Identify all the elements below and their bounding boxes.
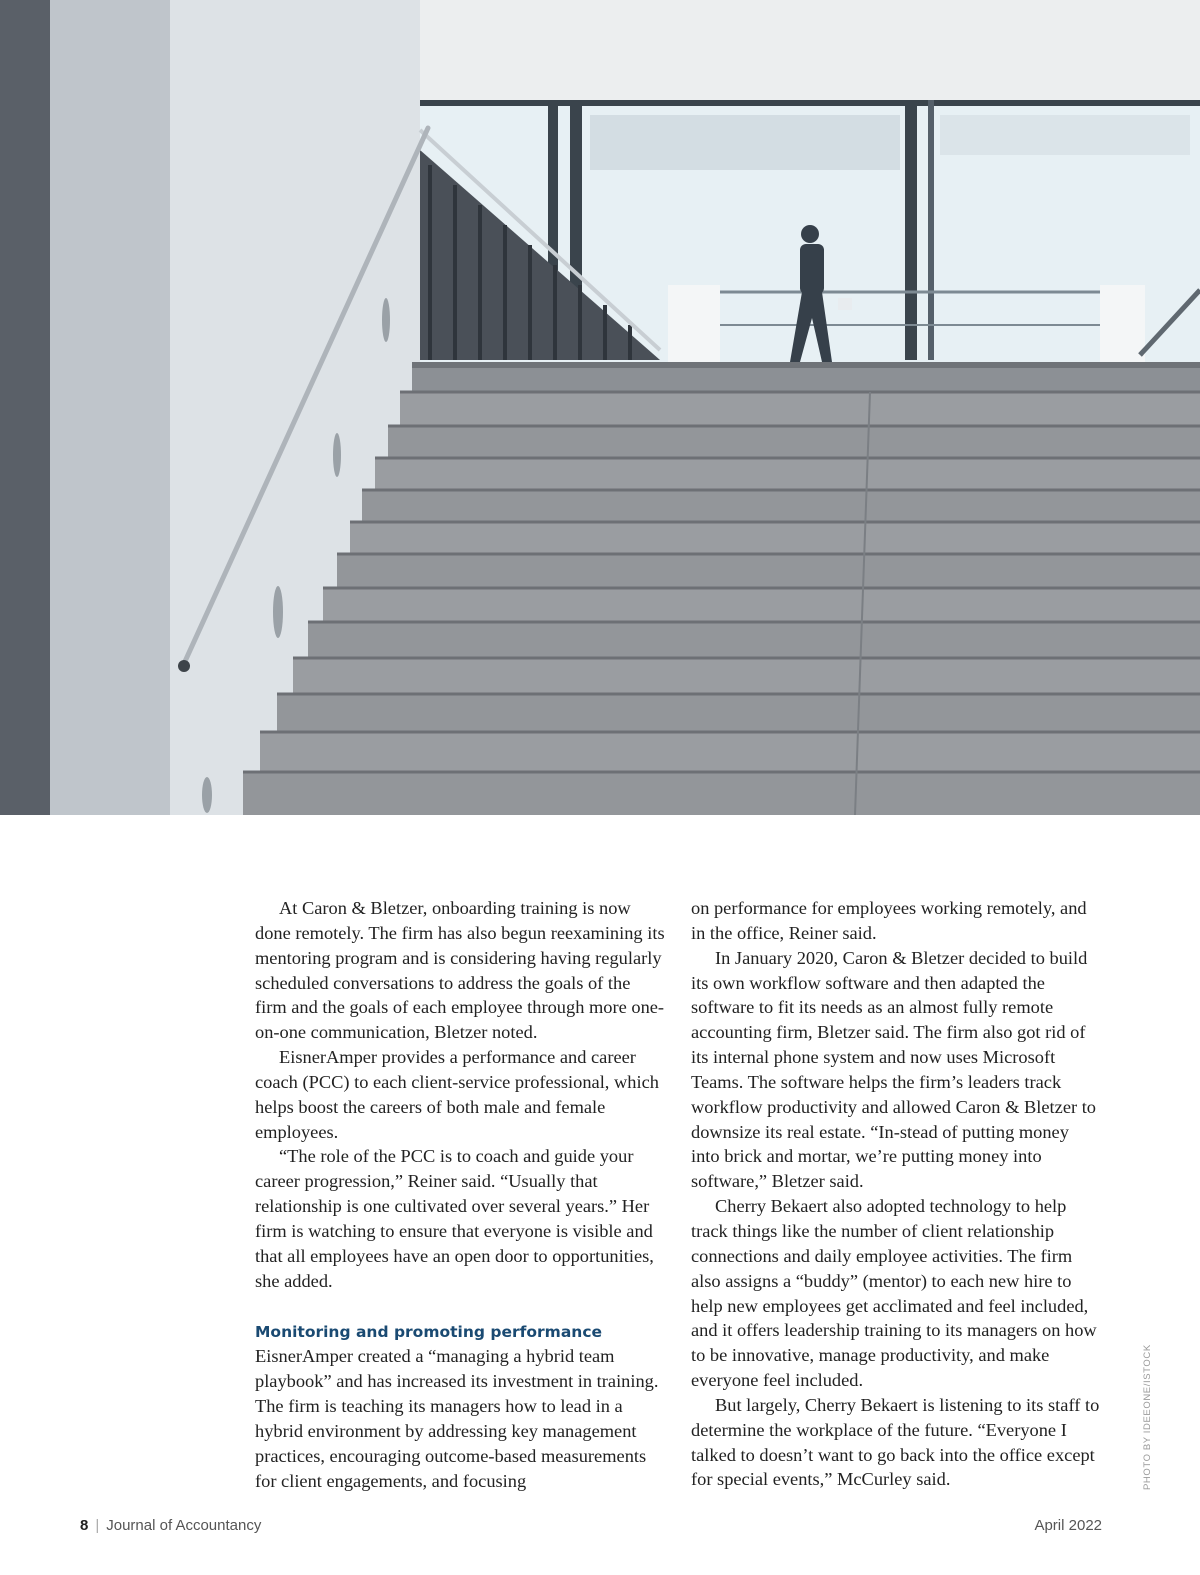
paragraph: on performance for employees working remotely, and in the office, Reiner said.: [691, 898, 1087, 943]
section-subhead: Monitoring and promoting performance: [255, 1322, 603, 1341]
issue-date: April 2022: [1034, 1517, 1102, 1534]
page-number: 8: [80, 1517, 89, 1534]
paragraph: Cherry Bekaert also adopted technology to help track things like the number of client relationship connections and daily employee activities. The firm also assigns a “buddy” (mentor) to each new hire to help new employees get acclimated and feel included, and it offers leadership training to its managers on how to be innovative, manage productivity, and make everyone feel included.: [691, 1196, 1097, 1391]
publication-name: Journal of Accountancy: [106, 1517, 262, 1534]
paragraph: At Caron & Bletzer, onboarding training is now done remotely. The firm has also begun reexamining its mentoring program and is considering having regularly scheduled conversations to address the goals of the firm and the goals of each employee through more one-on-one communication, Bletzer noted.: [255, 898, 665, 1043]
paragraph: EisnerAmper provides a performance and career coach (PCC) to each client-service professional, which helps boost the careers of both male and female employees.: [255, 1047, 659, 1142]
photo-credit: PHOTO BY IDEEONE/ISTOCK: [1142, 1344, 1153, 1490]
paragraph: EisnerAmper created a “managing a hybrid team playbook” and has increased its investment in training. The firm is teaching its managers how to lead in a hybrid environment by addressing key management practices, encouraging outcome-based measurements for client engagements, and focusing: [255, 1346, 659, 1491]
article-column-left: [255, 896, 665, 1493]
article-column-right: [691, 896, 1101, 1492]
footer-left: [80, 1517, 261, 1534]
paragraph: “The role of the PCC is to coach and guide your career progression,” Reiner said. “Usually that relationship is one cultivated over several years.” Her firm is watching to ensure that everyone is visible and that all employees have an open door to opportunities, she added.: [255, 1146, 654, 1291]
paragraph: But largely, Cherry Bekaert is listening to its staff to determine the workplace of the future. “Everyone I talked to doesn’t want to go back into the office except for special events,” McCurley said.: [691, 1394, 1100, 1490]
footer-separator: |: [95, 1517, 100, 1534]
paragraph: In January 2020, Caron & Bletzer decided to build its own workflow software and then adapted the software to fit its needs as an almost fully remote accounting firm, Bletzer said. The firm also got rid of its internal phone system and now uses Microsoft Teams. The software helps the firm’s leaders track workflow productivity and allowed Caron & Bletzer to downsize its real estate. “In-stead of putting money into brick and mortar, we’re putting money into software,” Bletzer said.: [691, 947, 1097, 1192]
